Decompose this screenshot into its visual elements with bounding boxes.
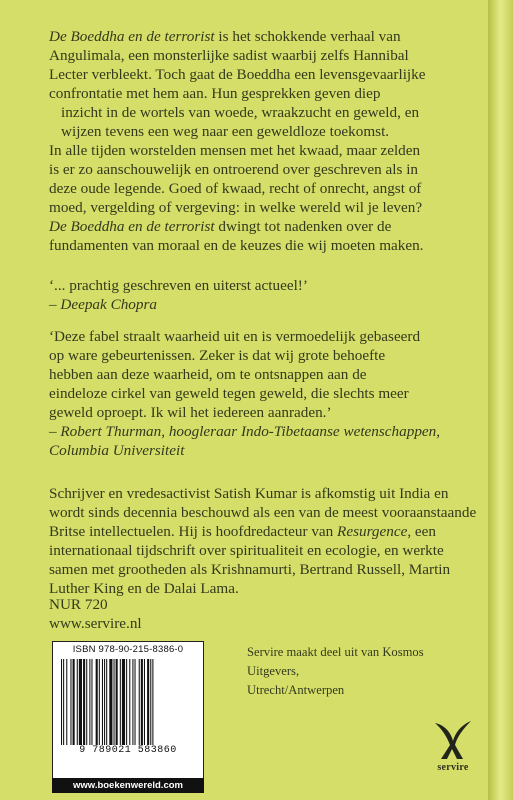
description-paragraph: De Boeddha en de terrorist is het schokkende verhaal van Angulimala, een monsterlijke sadist waarbij zelfs Hannibal Lecter verbleekt. Toch gaat de Boeddha een levensgevaarlijke confrontatie met hem aan. Hun gesprekken geven diep inzicht in de wortels van woede, wraakzucht en geweld, en wijzen tevens een weg naar een geweldloze toekomst. In alle tijden worstelden mensen met het kwaad, maar zelden is er zo aanschouwelijk en ontroerend over geschreven als in deze oude legende. Goed of kwaad, recht of onrecht, angst of moed, vergelding of vergeving: in welke wereld wil je leven? De Boeddha en de terrorist dwingt tot nadenken over de fundamenten van moraal en de keuzes die wij moeten maken. [49, 28, 426, 254]
bookstore-url-strip: www.boekenwereld.com [52, 778, 204, 793]
servire-logo-text: servire [437, 762, 469, 773]
servire-logo-icon [433, 715, 473, 765]
magazine-name: Resurgence [337, 523, 408, 540]
book-title-italic-2: De Boeddha en de terrorist [49, 218, 215, 235]
quote-attribution: – Deepak Chopra [49, 296, 157, 313]
barcode [52, 641, 204, 779]
author-bio: Schrijver en vredesactivist Satish Kumar is afkomstig uit India en wordt sinds decennia beschouwd als een van de meest vooraanstaande Britse intellectuelen. Hij is hoofdredacteur van Resurgence, een internationaal tijdschrift over spiritualiteit en ecologie, en werkte samen met grootheden als Krishnamurti, Bertrand Russell, Martin Luther King en de Dalai Lama. [49, 485, 477, 597]
book-title-italic: De Boeddha en de terrorist [49, 28, 215, 45]
quote-thurman: ‘Deze fabel straalt waarheid uit en is vermoedelijk gebaseerd op ware gebeurtenissen. Zeker is dat wij grote behoefte hebben aan deze waarheid, om te ontsnappen aan de eindeloze cirkel van geweld tegen geweld, die slechts meer geweld oproept. Ik wil het iedereen aanraden.’ – Robert Thurman, hoogleraar Indo-Tibetaanse wetenschappen, Columbia Universiteit [49, 327, 479, 460]
publisher-note: Servire maakt deel uit van Kosmos Uitgevers, Utrecht/Antwerpen [247, 645, 424, 697]
barcode-bars [59, 659, 197, 745]
quote-chopra: ‘... prachtig geschreven en uiterst actueel!’ – Deepak Chopra [49, 276, 479, 314]
quote-attribution: – Robert Thurman, hoogleraar Indo-Tibetaanse wetenschappen, [49, 423, 441, 440]
nur-block [49, 595, 142, 633]
isbn-label: ISBN 978-90-215-8386-0 [72, 644, 184, 655]
quote-attribution: Columbia Universiteit [49, 442, 185, 459]
barcode-digits: 9 789021 583860 [79, 745, 177, 756]
book-spine-edge [490, 0, 513, 800]
publisher-website: www.servire.nl [49, 615, 142, 632]
nur-code: NUR 720 [49, 596, 108, 613]
